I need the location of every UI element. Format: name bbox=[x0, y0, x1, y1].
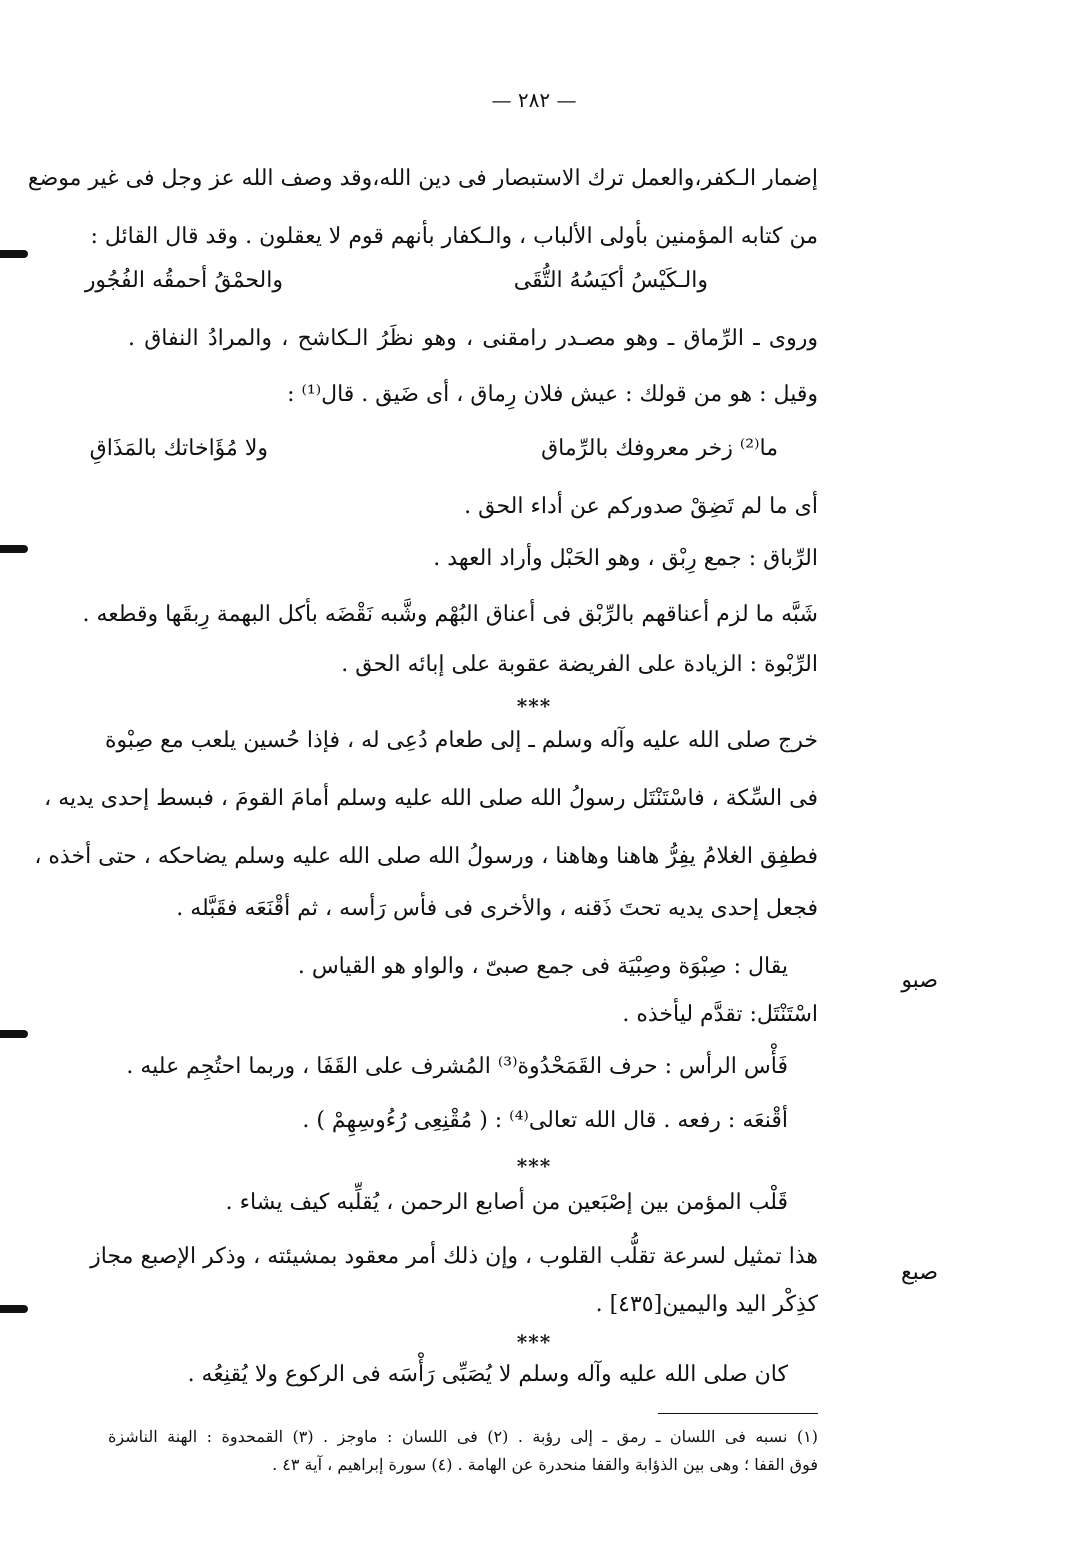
verse-hemistich: والـكَيْسُ أكيَسُهُ التُّقَى bbox=[513, 268, 708, 293]
scan-edge-mark bbox=[0, 1305, 28, 1313]
text-line: أقْنعَه : رفعه . قال الله تعالى⁽⁴⁾ : ( مُقْنِعِى رُءُوسِهِمْ ) . bbox=[302, 1108, 788, 1133]
footnote-divider bbox=[658, 1413, 818, 1414]
page-number: — ٢٨٢ — bbox=[491, 88, 577, 112]
text-line: كذِكْر اليد واليمين[٤٣٥] . bbox=[595, 1292, 818, 1317]
text-line: وروى ـ الرِّماق ـ وهو مصـدر رامقنى ، وهو نظَرُ الـكاشح ، والمرادُ النفاق . bbox=[128, 326, 818, 351]
text-line: فطفِق الغلامُ يفِرُّ هاهنا وهاهنا ، ورسولُ الله صلى الله عليه وسلم يضاحكه ، حتى أخذه ، bbox=[34, 844, 818, 869]
scan-edge-mark bbox=[0, 1030, 28, 1038]
text-line: خرج صلى الله عليه وآله وسلم ـ إلى طعام دُعِى له ، فإذا حُسين يلعب مع صِبْوة bbox=[104, 728, 818, 753]
footnote-line: (١) نسبه فى اللسان ـ رمق ـ إلى رؤبة . (٢) فى اللسان : ماوجز . (٣) القمحدوة : الهنة الناشزة bbox=[108, 1427, 818, 1446]
text-line: فَأْس الرأس : حرف القَمَحْدُوة⁽³⁾ المُشرف على القَفَا ، وربما احتُجِم عليه . bbox=[126, 1054, 788, 1079]
text-line: يقال : صِبْوَة وصِبْيَة فى جمع صبىّ ، والواو هو القياس . bbox=[297, 954, 788, 979]
section-separator: *** bbox=[516, 1154, 552, 1178]
margin-note: صبع bbox=[900, 1260, 938, 1285]
text-line: هذا تمثيل لسرعة تقلُّب القلوب ، وإن ذلك أمر معقود بمشيئته ، وذكر الإصبع مجاز bbox=[90, 1244, 818, 1269]
text-line: وقيل : هو من قولك : عيش فلان رِماق ، أى ضَيق . قال⁽¹⁾ : bbox=[287, 382, 818, 407]
text-line: أى ما لم تَضِقْ صدوركم عن أداء الحق . bbox=[464, 494, 818, 519]
text-line: فى السِّكة ، فاسْتَنْتَل رسولُ الله صلى الله عليه وسلم أمامَ القومَ ، فبسط إحدى يديه ، bbox=[44, 786, 818, 811]
margin-note: صبو bbox=[901, 968, 938, 993]
text-line: الرِّبْوة : الزيادة على الفريضة عقوبة على إبائه الحق . bbox=[341, 652, 818, 677]
text-line: قَلْب المؤمن بين إصْبَعين من أصابع الرحمن ، يُقلِّبه كيف يشاء . bbox=[225, 1190, 788, 1215]
footnote-line: فوق القفا ؛ وهى بين الذؤابة والقفا منحدرة عن الهامة . (٤) سورة إبراهيم ، آية ٤٣ . bbox=[272, 1455, 818, 1474]
section-separator: *** bbox=[516, 1330, 552, 1354]
text-line: اسْتَنْتَل: تقدَّم ليأخذه . bbox=[622, 1002, 818, 1027]
text-line: من كتابه المؤمنين بأولى الألباب ، والـكفار بأنهم قوم لا يعقلون . وقد قال القائل : bbox=[90, 224, 818, 249]
text-line: الرِّباق : جمع رِبْق ، وهو الحَبْل وأراد العهد . bbox=[433, 546, 818, 571]
verse-hemistich: ولا مُؤَاخاتك بالمَذَاقِ bbox=[89, 436, 268, 461]
text-line: إضمار الـكفر،والعمل ترك الاستبصار فى دين الله،وقد وصف الله عز وجل فى غير موضع bbox=[27, 166, 818, 191]
verse-hemistich: ما⁽²⁾ زخر معروفك بالرِّماق bbox=[541, 436, 778, 461]
scan-edge-mark bbox=[0, 250, 28, 258]
section-separator: *** bbox=[516, 694, 552, 718]
text-line: فجعل إحدى يديه تحتَ ذَقنه ، والأخرى فى فأس رَأسه ، ثم أقْنَعَه فقَبَّله . bbox=[176, 896, 818, 921]
text-line: كان صلى الله عليه وآله وسلم لا يُصَبِّى رَأْسَه فى الركوع ولا يُقنِعُه . bbox=[187, 1362, 788, 1387]
scan-edge-mark bbox=[0, 545, 28, 553]
text-line: شَبَّه ما لزم أعناقهم بالرِّبْق فى أعناق البُهْم وشَّبه نَقْضَه بأكل البهمة رِبقَها وقطعه . bbox=[82, 602, 818, 627]
verse-hemistich: والحمْقُ أحمقُه الفُجُور bbox=[84, 268, 283, 293]
